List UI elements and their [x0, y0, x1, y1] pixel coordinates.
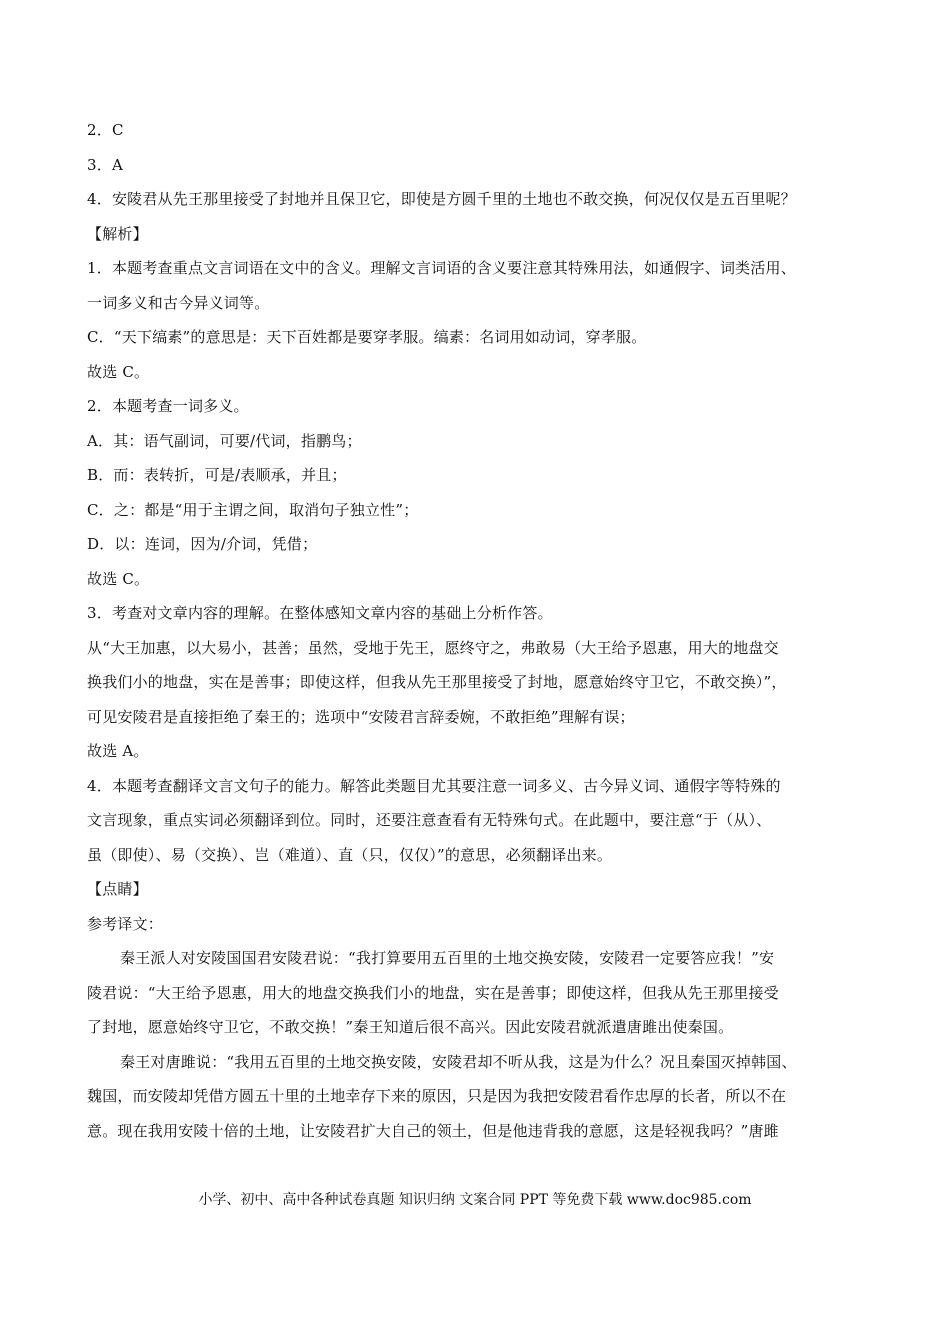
text-line: 换我们小的地盘，实在是善事；即使这样，但我从先王那里接受了封地，愿意始终守卫它，不敢交换）”，: [87, 673, 787, 691]
document-body: [87, 113, 863, 1148]
text-line: 1．本题考查重点文言词语在文中的含义。理解文言词语的含义要注意其特殊用法，如通假字、词类活用、: [87, 259, 796, 277]
text-line: 3．A: [87, 155, 123, 174]
text-line: D．以：连词，因为/介词，凭借；: [87, 535, 318, 553]
text-line: 故选 A。: [87, 742, 149, 760]
text-line: 4．本题考查翻译文言文句子的能力。解答此类题目尤其要注意一词多义、古今异义词、通假字等特殊的: [87, 776, 781, 795]
text-line: C．之：都是“用于主谓之间，取消句子独立性”；: [87, 500, 419, 519]
text-line: 一词多义和古今异义词等。: [87, 293, 270, 312]
text-line: 秦王派人对安陵国国君安陵君说：“我打算要用五百里的土地交换安陵，安陵君一定要答应我！”安: [120, 949, 775, 967]
text-line: 可见安陵君是直接拒绝了秦王的；选项中“安陵君言辞委婉，不敢拒绝”理解有误；: [87, 707, 635, 726]
text-line: 【点睛】: [87, 880, 148, 898]
text-line: 从“大王加惠，以大易小，甚善；虽然，受地于先王，愿终守之，弗敢易（大王给予恩惠，用大的地盘交: [87, 638, 779, 657]
text-line: 4．安陵君从先王那里接受了封地并且保卫它，即使是方圆千里的土地也不敢交换，何况仅仅是五百里呢？: [87, 190, 796, 208]
text-line: 故选 C。: [87, 569, 150, 588]
text-line: 2．C: [87, 121, 124, 139]
text-line: 参考译文：: [87, 914, 164, 933]
text-line: 意。现在我用安陵十倍的土地，让安陵君扩大自己的领土，但是他违背我的意愿，这是轻视我吗？”唐雎: [87, 1121, 779, 1140]
text-line: A．其：语气副词，可要/代词，指鹏鸟；: [87, 431, 362, 450]
page-footer: 小学、初中、高中各种试卷真题 知识归纳 文案合同 PPT 等免费下载 www.doc985.com: [198, 1192, 752, 1208]
text-line: 3．考查对文章内容的理解。在整体感知文章内容的基础上分析作答。: [87, 604, 553, 622]
text-line: 【解析】: [87, 224, 148, 243]
text-line: 魏国，而安陵却凭借方圆五十里的土地幸存下来的原因，只是因为我把安陵君看作忠厚的长者，所以不在: [87, 1087, 787, 1105]
text-line: C．“天下缟素”的意思是：天下百姓都是要穿孝服。缟素：名词用如动词，穿孝服。: [87, 328, 647, 346]
text-line: 虽（即使）、易（交换）、岂（难道）、直（只，仅仅）”的意思，必须翻译出来。: [87, 845, 613, 864]
text-line: 2．本题考查一词多义。: [87, 397, 249, 415]
text-line: 故选 C。: [87, 362, 150, 381]
text-line: 陵君说：“大王给予恩惠，用大的地盘交换我们小的地盘，实在是善事；即使这样，但我从先王那里接受: [87, 983, 779, 1002]
text-line: 文言现象，重点实词必须翻译到位。同时，还要注意查看有无特殊句式。在此题中，要注意“于（从）、: [87, 811, 772, 829]
text-line: 秦王对唐雎说：“我用五百里的土地交换安陵，安陵君却不听从我，这是为什么？况且秦国灭掉韩国、: [120, 1052, 797, 1071]
text-line: 了封地，愿意始终守卫它，不敢交换！”秦王知道后很不高兴。因此安陵君就派遣唐雎出使秦国。: [87, 1018, 734, 1036]
text-line: B．而：表转折，可是/表顺承，并且；: [87, 466, 347, 484]
